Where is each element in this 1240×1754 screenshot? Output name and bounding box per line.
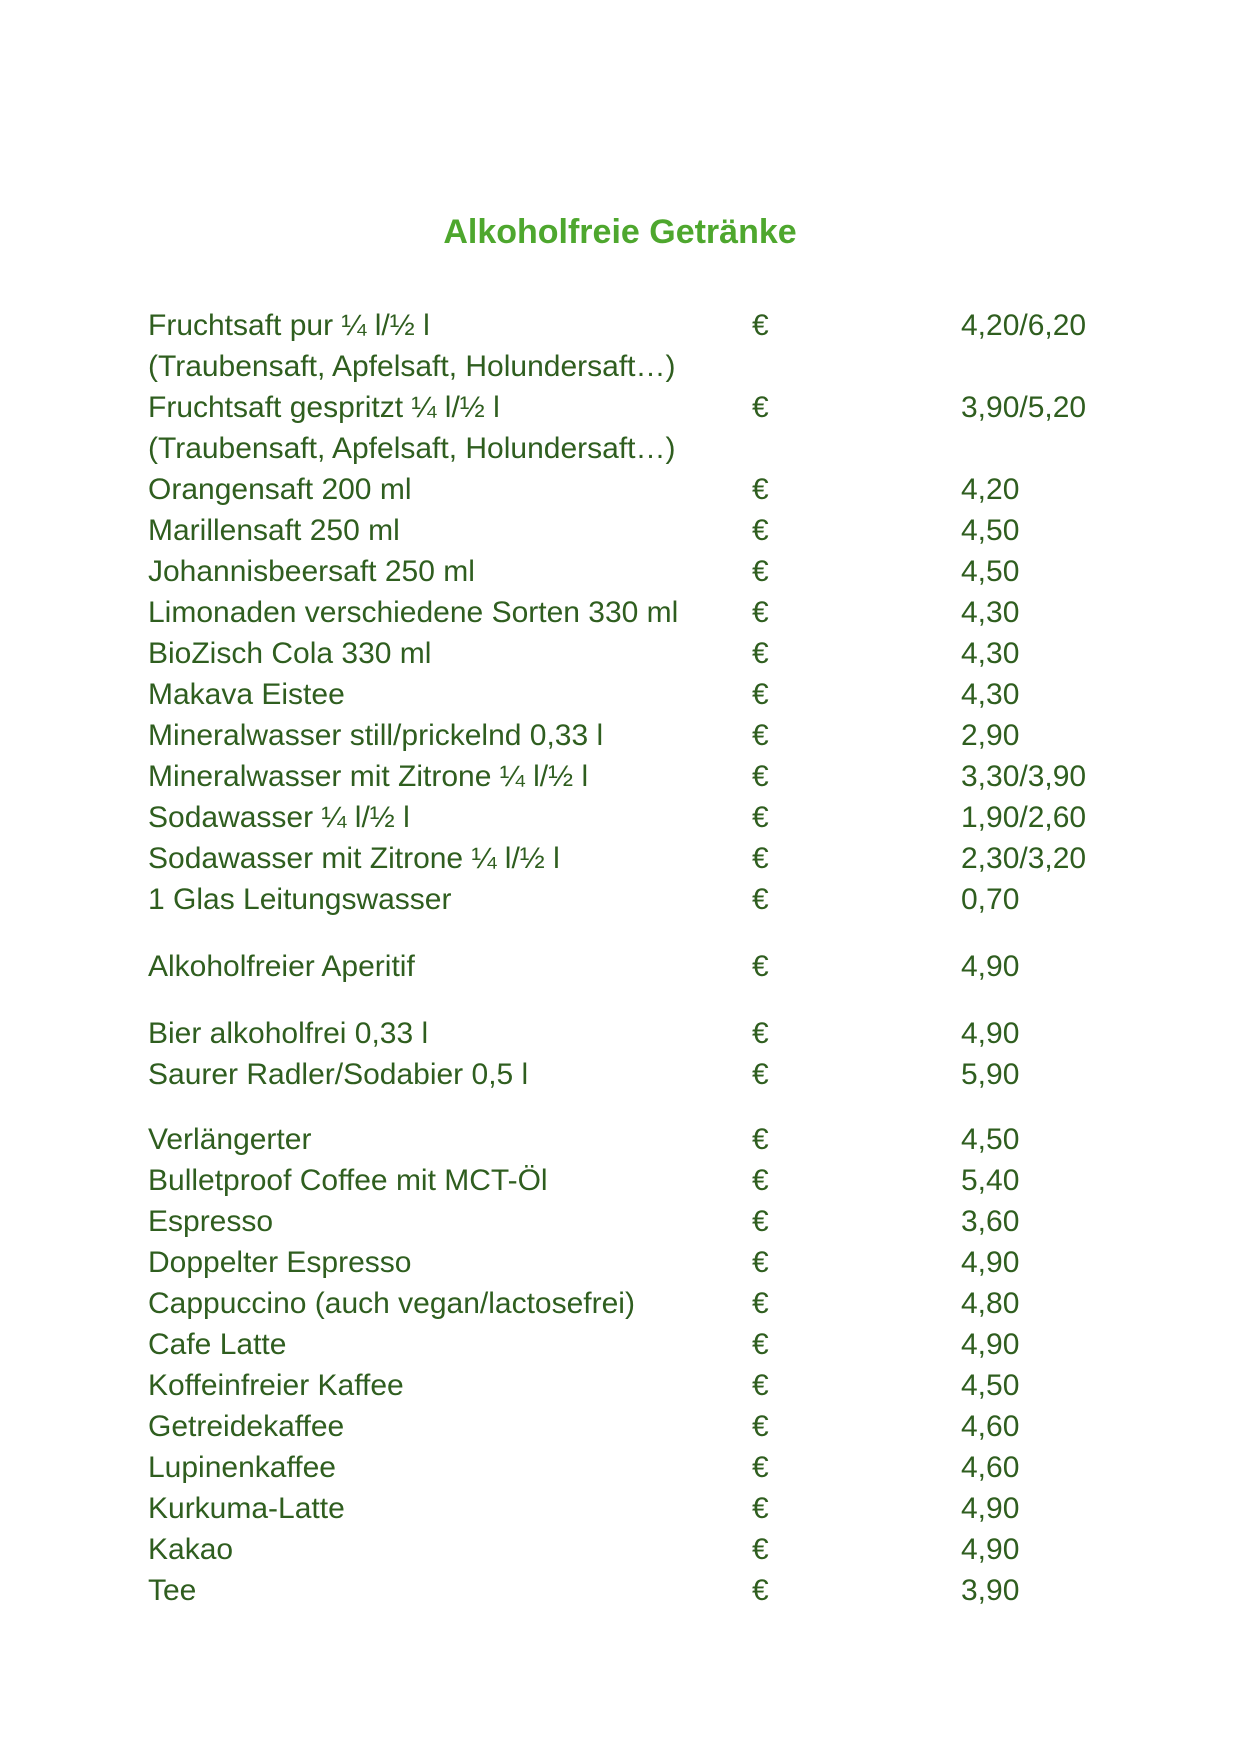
item-name: Koffeinfreier Kaffee: [148, 1369, 404, 1402]
item-name: Getreidekaffee: [148, 1410, 345, 1443]
menu-item: [148, 1119, 1148, 1160]
menu-item: [148, 838, 1148, 879]
item-name: Sodawasser ¼ l/½ l: [148, 801, 410, 834]
currency-symbol: €: [752, 719, 769, 752]
item-name: Doppelter Espresso: [148, 1246, 412, 1279]
item-name: Alkoholfreier Aperitif: [148, 950, 415, 983]
item-name: 1 Glas Leitungswasser: [148, 883, 452, 916]
item-name: Fruchtsaft pur ¼ l/½ l: [148, 309, 430, 342]
currency-symbol: €: [752, 473, 769, 506]
currency-symbol: €: [752, 1058, 769, 1091]
menu-item: [148, 1324, 1148, 1365]
page-title: Alkoholfreie Getränke: [443, 213, 797, 251]
item-name: BioZisch Cola 330 ml: [148, 637, 432, 670]
item-name: Bulletproof Coffee mit MCT-Öl: [148, 1164, 548, 1197]
item-price: 4,90: [961, 1533, 1020, 1566]
menu-item: [148, 1242, 1148, 1283]
item-name: Makava Eistee: [148, 678, 345, 711]
menu-item: [148, 510, 1148, 551]
menu-item: [148, 1160, 1148, 1201]
item-name: (Traubensaft, Apfelsaft, Holundersaft…): [148, 432, 676, 465]
currency-symbol: €: [752, 1287, 769, 1320]
currency-symbol: €: [752, 1017, 769, 1050]
item-price: 0,70: [961, 883, 1020, 916]
currency-symbol: €: [752, 801, 769, 834]
currency-symbol: €: [752, 1410, 769, 1443]
item-name: (Traubensaft, Apfelsaft, Holundersaft…): [148, 350, 676, 383]
item-name: Cappuccino (auch vegan/lactosefrei): [148, 1287, 635, 1320]
menu-item: [148, 551, 1148, 592]
item-price: 4,30: [961, 596, 1020, 629]
menu-item: [148, 879, 1148, 920]
currency-symbol: €: [752, 678, 769, 711]
item-name: Sodawasser mit Zitrone ¼ l/½ l: [148, 842, 560, 875]
item-price: 2,90: [961, 719, 1020, 752]
currency-symbol: €: [752, 1123, 769, 1156]
menu-item: [148, 756, 1148, 797]
currency-symbol: €: [752, 637, 769, 670]
currency-symbol: €: [752, 1492, 769, 1525]
item-name: Orangensaft 200 ml: [148, 473, 412, 506]
item-price: 4,60: [961, 1410, 1020, 1443]
menu-item: [148, 592, 1148, 633]
currency-symbol: €: [752, 883, 769, 916]
menu-item: [148, 715, 1148, 756]
item-name: Bier alkoholfrei 0,33 l: [148, 1017, 429, 1050]
item-price: 3,90/5,20: [961, 391, 1087, 424]
currency-symbol: €: [752, 391, 769, 424]
menu-item: [148, 1570, 1148, 1611]
currency-symbol: €: [752, 760, 769, 793]
item-price: 4,60: [961, 1451, 1020, 1484]
item-price: 5,40: [961, 1164, 1020, 1197]
currency-symbol: €: [752, 1205, 769, 1238]
menu-item: [148, 797, 1148, 838]
item-price: 4,90: [961, 1246, 1020, 1279]
menu-item-note: [148, 428, 1148, 469]
menu-item: [148, 946, 1148, 987]
item-name: Limonaden verschiedene Sorten 330 ml: [148, 596, 679, 629]
menu-item: [148, 1406, 1148, 1447]
item-price: 4,20/6,20: [961, 309, 1087, 342]
currency-symbol: €: [752, 555, 769, 588]
menu-item: [148, 1013, 1148, 1054]
menu-item: [148, 1365, 1148, 1406]
currency-symbol: €: [752, 1369, 769, 1402]
currency-symbol: €: [752, 1533, 769, 1566]
item-name: Fruchtsaft gespritzt ¼ l/½ l: [148, 391, 500, 424]
currency-symbol: €: [752, 596, 769, 629]
item-name: Espresso: [148, 1205, 274, 1238]
item-price: 5,90: [961, 1058, 1020, 1091]
item-name: Lupinenkaffee: [148, 1451, 336, 1484]
item-price: 4,30: [961, 637, 1020, 670]
item-name: Mineralwasser mit Zitrone ¼ l/½ l: [148, 760, 589, 793]
item-name: Mineralwasser still/prickelnd 0,33 l: [148, 719, 604, 752]
currency-symbol: €: [752, 1451, 769, 1484]
item-price: 4,90: [961, 1017, 1020, 1050]
menu-item: [148, 1054, 1148, 1095]
menu-item-note: [148, 346, 1148, 387]
item-price: 1,90/2,60: [961, 801, 1087, 834]
menu-item: [148, 1201, 1148, 1242]
item-price: 4,90: [961, 1492, 1020, 1525]
menu-item: [148, 1529, 1148, 1570]
item-price: 4,80: [961, 1287, 1020, 1320]
item-name: Verlängerter: [148, 1123, 312, 1156]
currency-symbol: €: [752, 514, 769, 547]
menu-item: [148, 1283, 1148, 1324]
currency-symbol: €: [752, 950, 769, 983]
currency-symbol: €: [752, 842, 769, 875]
menu-item: [148, 674, 1148, 715]
item-price: 4,90: [961, 950, 1020, 983]
item-price: 4,50: [961, 1123, 1020, 1156]
item-price: 4,50: [961, 1369, 1020, 1402]
currency-symbol: €: [752, 309, 769, 342]
item-price: 3,30/3,90: [961, 760, 1087, 793]
currency-symbol: €: [752, 1574, 769, 1607]
menu-item: [148, 1447, 1148, 1488]
item-price: 4,90: [961, 1328, 1020, 1361]
item-name: Johannisbeersaft 250 ml: [148, 555, 475, 588]
item-price: 4,20: [961, 473, 1020, 506]
item-name: Saurer Radler/Sodabier 0,5 l: [148, 1058, 529, 1091]
item-name: Marillensaft 250 ml: [148, 514, 400, 547]
currency-symbol: €: [752, 1328, 769, 1361]
menu-item: [148, 469, 1148, 510]
currency-symbol: €: [752, 1164, 769, 1197]
item-price: 4,30: [961, 678, 1020, 711]
item-name: Kakao: [148, 1533, 234, 1566]
item-price: 3,90: [961, 1574, 1020, 1607]
item-price: 2,30/3,20: [961, 842, 1087, 875]
currency-symbol: €: [752, 1246, 769, 1279]
item-name: Cafe Latte: [148, 1328, 287, 1361]
menu-item: [148, 1488, 1148, 1529]
item-name: Tee: [148, 1574, 197, 1607]
menu-item: [148, 305, 1148, 346]
item-name: Kurkuma-Latte: [148, 1492, 345, 1525]
item-price: 4,50: [961, 514, 1020, 547]
menu-item: [148, 387, 1148, 428]
item-price: 3,60: [961, 1205, 1020, 1238]
price-list: [148, 305, 1148, 1611]
item-price: 4,50: [961, 555, 1020, 588]
menu-item: [148, 633, 1148, 674]
